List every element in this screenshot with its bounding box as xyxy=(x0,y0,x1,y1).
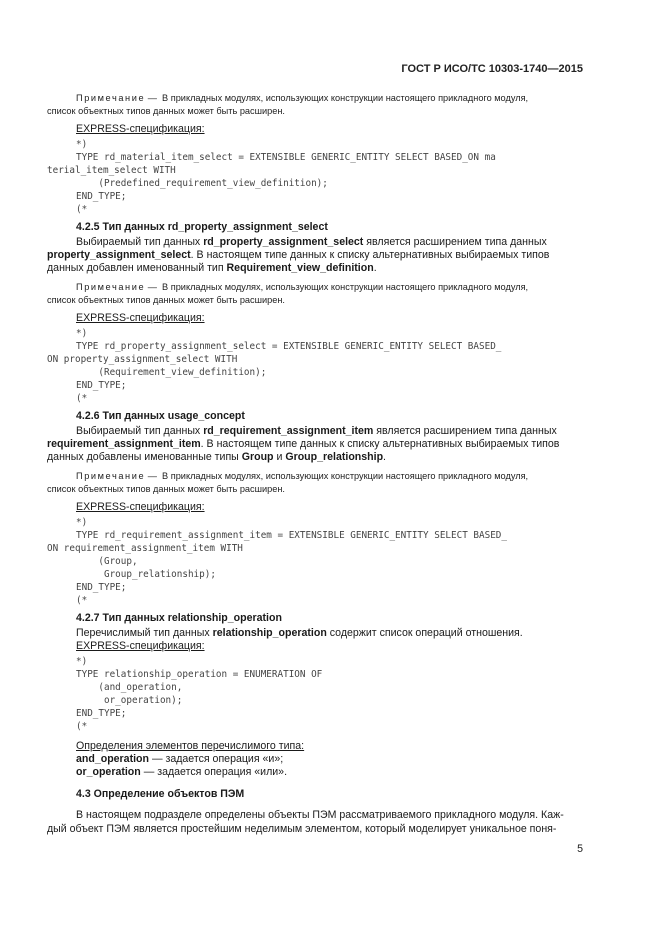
note-1-line-2: список объектных типов данных может быть расширен. xyxy=(47,106,285,116)
code-line: Group_relationship); xyxy=(76,569,216,580)
code-line: *) xyxy=(76,656,88,667)
code-line: (* xyxy=(76,393,88,404)
code-line: *) xyxy=(76,328,88,339)
section-heading-4-3: 4.3 Определение объектов ПЭМ xyxy=(76,788,245,800)
express-label-4: EXPRESS-спецификация: xyxy=(76,640,205,652)
code-line: *) xyxy=(76,139,88,150)
paragraph-line: Перечислимый тип данных relationship_operation содержит список операций отношения. xyxy=(76,627,523,639)
code-line: END_TYPE; xyxy=(76,380,127,391)
paragraph-line: В настоящем подразделе определены объекты ПЭМ рассматриваемого прикладного модуля. Каж- xyxy=(76,809,564,821)
note-text: В прикладных модулях, использующих конструкции настоящего прикладного модуля, xyxy=(162,93,529,103)
paragraph-line: Выбираемый тип данных rd_property_assignment_select является расширением типа данных xyxy=(76,236,547,248)
code-line: END_TYPE; xyxy=(76,191,127,202)
code-line: TYPE rd_material_item_select = EXTENSIBLE GENERIC_ENTITY SELECT BASED_ON ma xyxy=(76,152,496,163)
code-line: TYPE relationship_operation = ENUMERATION OF xyxy=(76,669,323,680)
express-label-2: EXPRESS-спецификация: xyxy=(76,312,205,324)
enum-definition-or: or_operation — задается операция «или». xyxy=(76,766,288,778)
code-line: TYPE rd_property_assignment_select = EXTENSIBLE GENERIC_ENTITY SELECT BASED_ xyxy=(76,341,502,352)
code-line: (* xyxy=(76,595,88,606)
note-3-line-2: список объектных типов данных может быть расширен. xyxy=(47,484,285,494)
paragraph-line: дый объект ПЭМ является простейшим неделимым элементом, который моделирует уникальное поня- xyxy=(47,823,557,835)
paragraph-line: данных добавлены именованные типы Group и Group_relationship. xyxy=(47,451,386,463)
code-line: END_TYPE; xyxy=(76,582,127,593)
paragraph-line: Выбираемый тип данных rd_requirement_assignment_item является расширением типа данных xyxy=(76,425,557,437)
page-number: 5 xyxy=(577,843,583,855)
section-heading-4-2-5: 4.2.5 Тип данных rd_property_assignment_select xyxy=(76,221,328,233)
code-line: (* xyxy=(76,721,88,732)
code-line: TYPE rd_requirement_assignment_item = EXTENSIBLE GENERIC_ENTITY SELECT BASED_ xyxy=(76,530,507,541)
enum-definition-and: and_operation — задается операция «и»; xyxy=(76,753,284,765)
paragraph-line: property_assignment_select. В настоящем типе данных к списку альтернативных выбираемых типов xyxy=(47,249,550,261)
paragraph-line: данных добавлен именованный тип Requirement_view_definition. xyxy=(47,262,377,274)
code-line: END_TYPE; xyxy=(76,708,127,719)
note-3-line-1: Примечание — В прикладных модулях, использующих конструкции настоящего прикладного модуля, xyxy=(76,471,529,481)
note-2-line-2: список объектных типов данных может быть расширен. xyxy=(47,295,285,305)
code-line: (* xyxy=(76,204,88,215)
code-line: *) xyxy=(76,517,88,528)
paragraph-line: requirement_assignment_item. В настоящем типе данных к списку альтернативных выбираемых типов xyxy=(47,438,560,450)
code-line: (Requirement_view_definition); xyxy=(76,367,267,378)
code-line: (and_operation, xyxy=(76,682,183,693)
section-heading-4-2-7: 4.2.7 Тип данных relationship_operation xyxy=(76,612,282,624)
section-heading-4-2-6: 4.2.6 Тип данных usage_concept xyxy=(76,410,245,422)
code-line: (Group, xyxy=(76,556,138,567)
code-line: (Predefined_requirement_view_definition); xyxy=(76,178,328,189)
code-line: ON requirement_assignment_item WITH xyxy=(47,543,243,554)
note-1-line-1 xyxy=(76,92,528,105)
document-header: ГОСТ Р ИСО/ТС 10303-1740—2015 xyxy=(401,63,583,75)
enum-definitions-title: Определения элементов перечислимого типа: xyxy=(76,740,305,752)
code-line: terial_item_select WITH xyxy=(47,165,176,176)
note-label: Примечание xyxy=(76,93,146,103)
code-line: ON property_assignment_select WITH xyxy=(47,354,238,365)
express-label-1: EXPRESS-спецификация: xyxy=(76,123,205,135)
express-label-3: EXPRESS-спецификация: xyxy=(76,501,205,513)
code-line: or_operation); xyxy=(76,695,183,706)
note-2-line-1: Примечание — В прикладных модулях, использующих конструкции настоящего прикладного модуля, xyxy=(76,282,529,292)
note-dash: — xyxy=(147,93,157,103)
